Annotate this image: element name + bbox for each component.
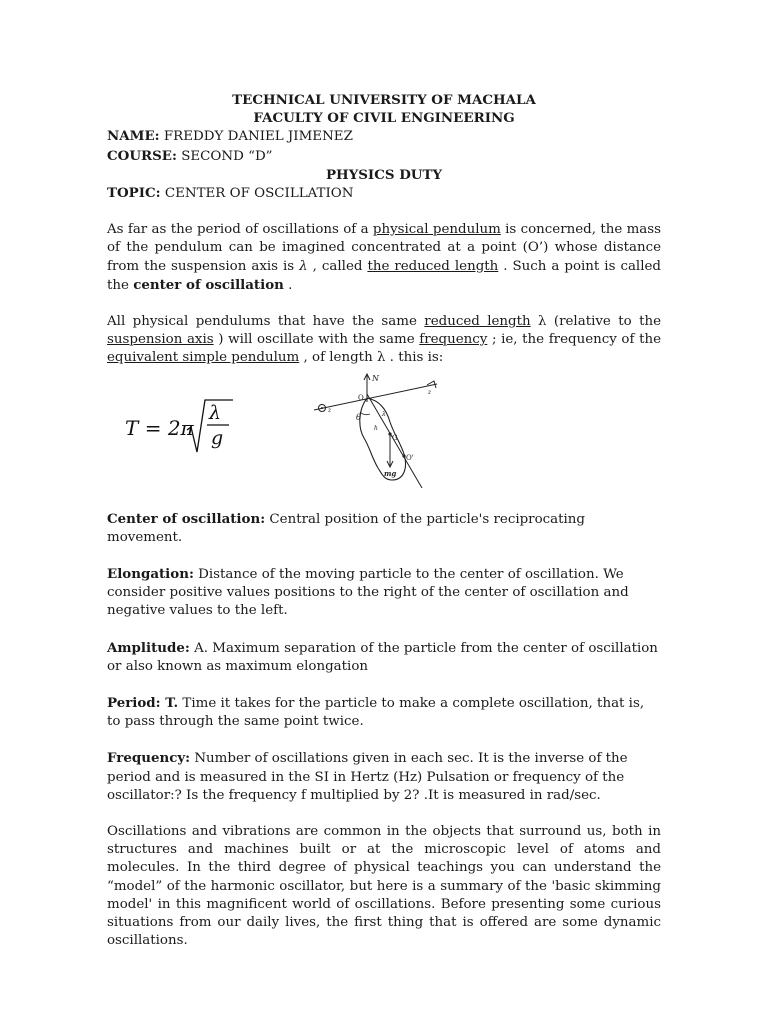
name-value: FREDDY DANIEL JIMENEZ bbox=[163, 129, 353, 145]
paragraph-physical-pendulum: As far as the period of oscillations of a physical pendulum is concerned, the mass of the pendulum can be imagined concentrated at a point (O’) whose distance from the suspension axis is λ , called the reduced length . Such a point is called the center of oscillation . bbox=[107, 222, 662, 293]
definition-period: Period: T. Time it takes for the particle to make a complete oscillation, that is, to pass through the same point twice. bbox=[107, 695, 645, 730]
university-name: TECHNICAL UNIVERSITY OF MACHALA bbox=[232, 92, 536, 108]
faculty-name: FACULTY OF CIVIL ENGINEERING bbox=[253, 110, 515, 127]
formula-denominator: g bbox=[211, 426, 224, 449]
center-of-oscillation-term: center of oscillation bbox=[133, 276, 284, 293]
label-z-left: z bbox=[328, 406, 332, 414]
link-reduced-length[interactable]: the reduced length bbox=[367, 258, 499, 274]
document-page bbox=[107, 91, 661, 951]
label-mg: mg bbox=[384, 468, 397, 478]
link-reduced-length-2[interactable]: reduced length bbox=[424, 314, 531, 330]
definition-frequency: Frequency: Number of oscillations given in each sec. It is the inverse of the period and is measured in the SI in Hertz (Hz) Pulsation or frequency of the oscillator:? Is the frequency f multiplied by 2? .It is measured in rad/sec. bbox=[107, 750, 628, 803]
course-label: COURSE: bbox=[107, 147, 177, 164]
label-n: N bbox=[372, 373, 379, 383]
paragraph-reduced-length: All physical pendulums that have the same reduced length λ (relative to the suspension axis ) will oscillate with the same frequency ; ie, the frequency of the equivalent simple pendulum , of length λ . this is: bbox=[107, 314, 662, 366]
definition-amplitude: Amplitude: A. Maximum separation of the particle from the center of oscillation or also known as maximum elongation bbox=[107, 639, 658, 674]
axis-line bbox=[314, 384, 437, 410]
period-formula bbox=[125, 392, 235, 462]
topic-line bbox=[107, 184, 661, 203]
course-line bbox=[107, 147, 661, 166]
formula-and-figure bbox=[107, 372, 661, 502]
label-z-right: z bbox=[428, 388, 432, 396]
topic-label: TOPIC: bbox=[107, 185, 161, 202]
formula-lhs: T = 2π bbox=[125, 415, 194, 440]
physical-pendulum-diagram bbox=[312, 372, 442, 500]
label-h: h bbox=[374, 424, 378, 432]
student-name-line bbox=[107, 127, 661, 146]
link-suspension-axis[interactable]: suspension axis bbox=[107, 332, 214, 348]
link-physical-pendulum[interactable]: physical pendulum bbox=[372, 222, 501, 238]
label-lambda: λ bbox=[382, 410, 386, 418]
closing-paragraph: Oscillations and vibrations are common in the objects that surround us, both in structures and machines built or at the microscopic level of atoms and molecules. In the third degree of physical teachings you can understand the “model” of the harmonic oscillator, but here is a summary of the 'basic skimming model' in this magnificent world of oscillations. Before presenting some curious situations from our daily lives, the first thing that is offered are some dynamic oscillations. bbox=[107, 824, 661, 949]
course-value: SECOND “D” bbox=[181, 148, 273, 164]
link-frequency[interactable]: frequency bbox=[419, 332, 488, 348]
label-o-prime: O' bbox=[406, 453, 414, 462]
document-title: PHYSICS DUTY bbox=[325, 166, 443, 183]
topic-value: CENTER OF OSCILLATION bbox=[164, 186, 354, 202]
label-o: O bbox=[358, 393, 364, 402]
label-g: G bbox=[392, 433, 398, 442]
name-label: NAME: bbox=[107, 128, 160, 145]
formula-numerator: λ bbox=[209, 401, 222, 424]
definition-elongation: Elongation: Distance of the moving particle to the center of oscillation. We consider positive values positions to the right of the center of oscillation and negative values to the left. bbox=[107, 566, 629, 619]
definition-center-of-oscillation: Center of oscillation: Central position of the particle's reciprocating movement. bbox=[107, 510, 585, 545]
link-equivalent-simple-pendulum[interactable]: equivalent simple pendulum bbox=[107, 350, 300, 366]
label-theta: θ bbox=[356, 412, 361, 422]
